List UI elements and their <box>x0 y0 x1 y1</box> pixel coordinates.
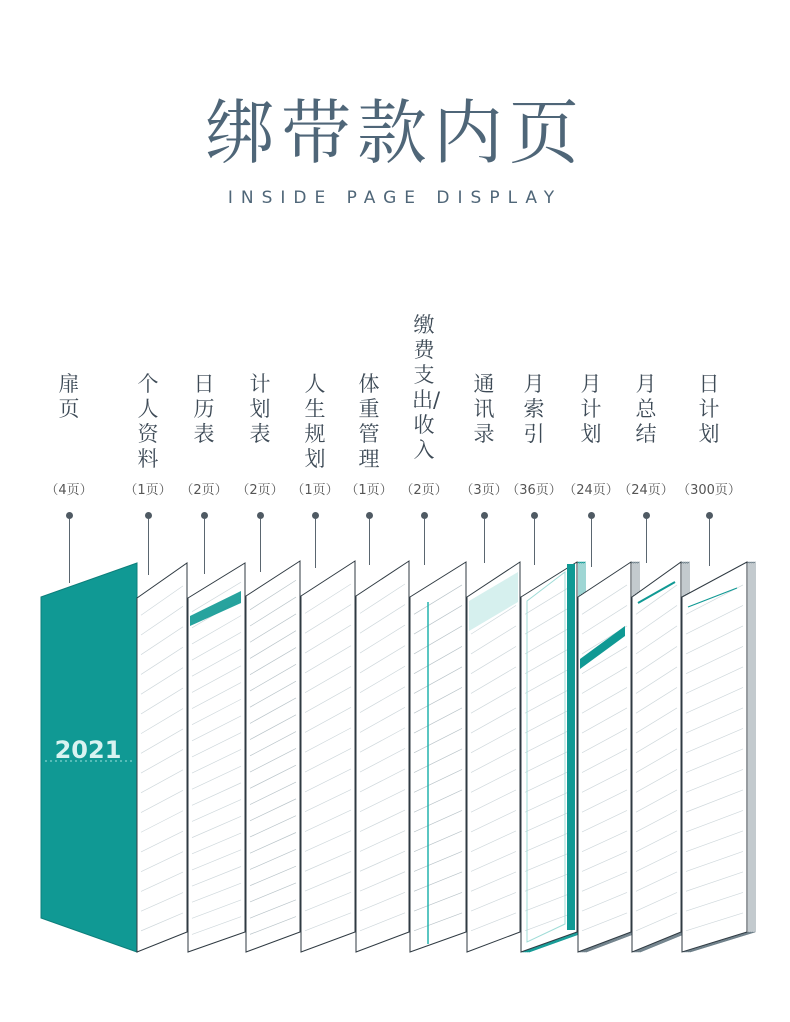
section-page-count: （1页） <box>291 483 339 498</box>
section-page-count: （24页） <box>563 483 619 498</box>
section-label: 体重管理 <box>358 372 380 471</box>
section-label: 月总结 <box>635 372 657 446</box>
section-label: 缴费支出/收入 <box>412 313 441 462</box>
section-page-count: （24页） <box>618 483 674 498</box>
section-label: 个人资料 <box>137 372 159 471</box>
section-page-count: （1页） <box>345 483 393 498</box>
cover-year: 2021 <box>54 736 122 764</box>
month-plan-page <box>578 562 631 952</box>
month-summary-page <box>632 562 681 952</box>
section-page-count: （2页） <box>236 483 284 498</box>
expense-page <box>410 562 466 952</box>
weight-page <box>356 561 409 952</box>
section-page-count: （3页） <box>460 483 508 498</box>
plan-table-page <box>246 561 300 952</box>
section-label: 通讯录 <box>473 372 495 446</box>
life-plan-page <box>301 561 355 952</box>
daily-plan-page <box>682 562 747 952</box>
section-page-count: （300页） <box>677 483 741 498</box>
section-label: 人生规划 <box>304 372 326 471</box>
section-label: 计划表 <box>249 372 271 446</box>
section-label: 日历表 <box>193 372 215 446</box>
section-label: 月索引 <box>523 372 545 446</box>
section-label: 扉页 <box>58 372 80 421</box>
section-page-count: （2页） <box>180 483 228 498</box>
profile-page <box>137 563 187 952</box>
page-subtitle: INSIDE PAGE DISPLAY <box>227 188 563 208</box>
section-page-count: （4页） <box>45 483 93 498</box>
section-label: 月计划 <box>580 372 602 446</box>
section-page-count: （2页） <box>400 483 448 498</box>
page-title: 绑带款内页 <box>205 92 585 174</box>
section-page-count: （1页） <box>124 483 172 498</box>
section-page-count: （36页） <box>506 483 562 498</box>
section-label: 日计划 <box>698 372 720 446</box>
